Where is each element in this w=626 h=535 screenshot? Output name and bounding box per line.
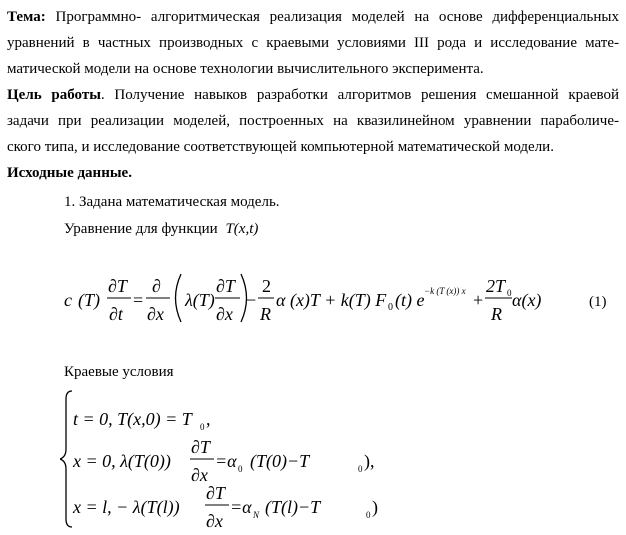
equation-number: (1) — [589, 294, 607, 310]
boundary-conditions — [60, 385, 460, 535]
initial-data-heading: Исходные данные. — [7, 165, 132, 181]
eq-d-num: ∂ — [152, 276, 161, 296]
eq-c-arg: (T) — [78, 290, 100, 310]
bc-row-2-frac-bot: ∂x — [191, 465, 208, 485]
goal-line-2: задачи при реализации моделей, построенных на квазилинейном уравнении параболиче- — [7, 113, 619, 129]
bc-row-3-alpha: =α — [230, 497, 252, 517]
boundary-heading: Краевые условия — [64, 364, 174, 380]
eq-paren-left — [176, 274, 182, 322]
bc-row-2-end: (T(0)−T — [250, 451, 310, 471]
eq-two-num: 2 — [262, 276, 271, 296]
eq-dT-num: ∂T — [108, 276, 127, 296]
initial-data-block — [7, 160, 619, 186]
bc-row-2-tail: ), — [364, 451, 375, 471]
eq-dx-den-2: ∂x — [216, 304, 233, 324]
eq-c: c — [64, 290, 72, 310]
theme-line-2: уравнений в частных производных с краевыми условиями III рода и исследование мате- — [7, 35, 619, 51]
bc-row-3-frac-bot: ∂x — [206, 511, 223, 531]
bc-row-3: x = l, − λ(T(l)) — [73, 497, 180, 517]
eq-exponent: −k (T (x)) x — [424, 286, 466, 296]
bc-row-3-end: (T(l)−T — [265, 497, 321, 517]
eq-dT-num-2: ∂T — [216, 276, 235, 296]
eq-F-subscript: 0 — [388, 302, 393, 313]
bc-row-2-subscript: 0 — [238, 464, 243, 474]
main-equation — [0, 262, 626, 332]
theme-paragraph — [7, 4, 619, 82]
bc-row-3-subscript: N — [253, 510, 260, 520]
bc-row-1-subscript: 0 — [200, 422, 205, 432]
goal-label: Цель работы — [7, 87, 101, 103]
bc-row-3-frac-top: ∂T — [206, 483, 225, 503]
bc-row-3-subscript-2: 0 — [366, 510, 371, 520]
goal-text-1: . Получение навыков разработки алгоритмов решения смешанной краевой — [100, 87, 619, 103]
eq-dx-den: ∂x — [147, 304, 164, 324]
bc-row-1-end: , — [206, 409, 211, 429]
theme-line-1 — [7, 4, 619, 30]
item-1: 1. Задана математическая модель. — [64, 194, 280, 210]
equation-intro — [64, 219, 258, 239]
bc-row-2-alpha: =α — [215, 451, 237, 471]
goal-paragraph — [7, 82, 619, 160]
eq-2T-num: 2T — [486, 276, 506, 296]
eq-alpha-term: α (x)T + k(T) F — [276, 290, 387, 310]
goal-line-1 — [7, 82, 619, 108]
eq-lambda: λ(T) — [185, 290, 215, 310]
bc-row-2-frac-top: ∂T — [191, 437, 210, 457]
bc-row-2: x = 0, λ(T(0)) — [73, 451, 171, 471]
bc-row-2-subscript-2: 0 — [358, 464, 363, 474]
theme-line-3: матической модели на основе технологии вычислительного эксперимента. — [7, 61, 484, 77]
eq-minus: − — [246, 290, 257, 310]
eq-dt-den: ∂t — [109, 304, 123, 324]
theme-text-1: Программно- алгоритмическая реализация моделей на основе дифференциальных — [55, 9, 619, 25]
bc-row-1: t = 0, T(x,0) = T — [73, 409, 192, 429]
brace-icon — [60, 391, 72, 527]
equation-intro-function: T(x,t) — [225, 221, 259, 237]
eq-equals: = — [133, 290, 144, 310]
goal-line-3: ского типа, и исследование соответствующей компьютерной математической модели. — [7, 139, 554, 155]
equation-intro-text: Уравнение для функции — [64, 221, 218, 237]
eq-alpha-x: α(x) — [512, 290, 542, 310]
eq-R-den: R — [260, 304, 271, 324]
eq-R-den-2: R — [491, 304, 502, 324]
eq-2T-subscript: 0 — [507, 288, 512, 298]
bc-row-3-tail: ) — [372, 497, 378, 517]
theme-label: Тема: — [7, 9, 46, 25]
eq-t-e: (t) e — [395, 290, 425, 310]
eq-plus: + — [473, 290, 484, 310]
